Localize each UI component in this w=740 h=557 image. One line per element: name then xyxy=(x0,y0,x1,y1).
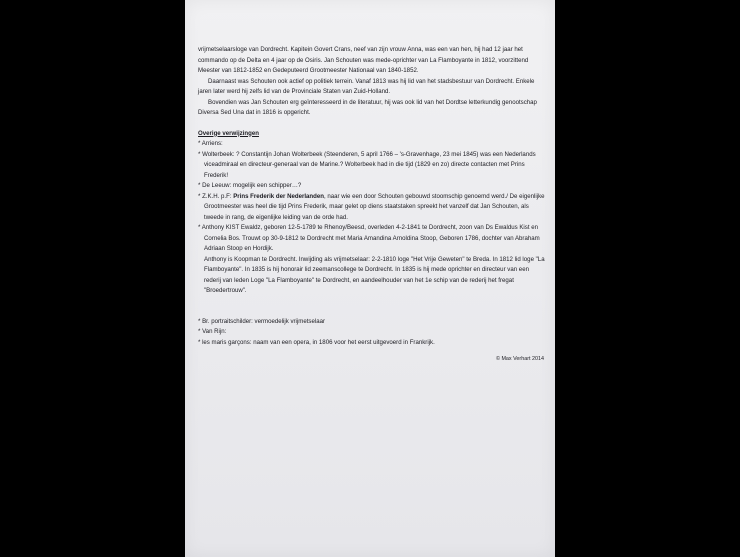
ref-kist: * Anthony KIST Ewaldz, geboren 12-5-1789 te Rhenoy/Beesd, overleden 4-2-1841 te Dordrecht, zoon van Ds Ewaldus Kist en Cornelia Bos. Trouwt op 30-9-1812 te Dordrecht met Maria Amandina Arnoldina Stoop, Geboren 1786, dochter van Abraham Adriaan Stoop en Hordijk. xyxy=(198,224,540,252)
ref-zkh-bold: Prins Frederik der Nederlanden xyxy=(233,192,324,200)
ref-leeuw: * De Leeuw: mogelijk een schipper…? xyxy=(198,182,302,189)
paragraph-3: Bovendien was Jan Schouten erg geïnteresseerd in de literatuur, hij was ook lid van het Dordtse letterkundig genootschap Diversa Sed Una dat in 1816 is opgericht. xyxy=(198,98,537,116)
ref-kist-continued: Anthony is Koopman te Dordrecht. Inwijding als vrijmetselaar: 2-2-1810 loge "Het Vrije Geweten" te Breda. In 1812 lid loge "La Flamboyante". In 1835 is hij honorair lid zeemanscollege te Dordrecht. In 1835 is hij mede oprichter en directeur van een rederij van leden Loge "La Flamboyante" te Dordrecht, en aandeelhouder van het 1e schip van de rederij het fregat "Broedertrouw". xyxy=(204,255,545,294)
ref-zkh xyxy=(198,192,546,224)
paragraph-1: vrijmetselaarsloge van Dordrecht. Kapitein Govert Crans, neef van zijn vrouw Anna, was een van hen, hij had 12 jaar het commando op de Delta en 4 jaar op de Osiris. Jan Schouten was mede-oprichter van La Flamboyante in 1812, voorzittend Meester van 1812-1852 en Gedeputeerd Grootmeester Nationaal van 1840-1852. xyxy=(198,46,529,74)
ref-vanrijn: * Van Rijn: xyxy=(198,328,227,335)
page-content xyxy=(198,45,546,365)
paragraph-2: Daarnaast was Schouten ook actief op politiek terrein. Vanaf 1813 was hij lid van het stadsbestuur van Dordrecht. Enkele jaren later werd hij zelfs lid van de Provinciale Staten van Zuid-Holland. xyxy=(198,77,535,95)
copyright: © Max Verhart 2014 xyxy=(495,356,544,362)
document-page xyxy=(185,0,555,557)
ref-zkh-prefix: * Z.K.H. p.F: xyxy=(198,192,234,200)
ref-zkh-rest: , naar wie een door Schouten gebouwd stoomschip genoemd werd./ De eigenlijke Grootmeester was heel die tijd Prins Frederik, maar gelet op diens staatstaken spreekt het vanzelf dat Jan Schouten, als tweede in rang, de eigenlijke leiding van de orde had. xyxy=(204,192,545,221)
section-heading: Overige verwijzingen xyxy=(198,129,259,137)
spacer xyxy=(198,297,546,317)
ref-wolterbeek: * Wolterbeek: ? Constantijn Johan Wolterbeek (Steenderen, 5 april 1766 – 's-Gravenhage, 23 mei 1845) was een Nederlands viceadmiraal en directeur-generaal van de Marine.? Wolterbeek had in die tijd (1829 en zo) directe contacten met Prins Frederik! xyxy=(198,150,536,179)
ref-garcons: * les maris garçons: naam van een opera, in 1806 voor het eerst uitgevoerd in Frankrijk. xyxy=(198,338,435,346)
ref-portrait: * Br. portraitschilder: vermoedelijk vrijmetselaar xyxy=(198,317,325,325)
ref-arriens: * Arriens: xyxy=(198,140,223,147)
